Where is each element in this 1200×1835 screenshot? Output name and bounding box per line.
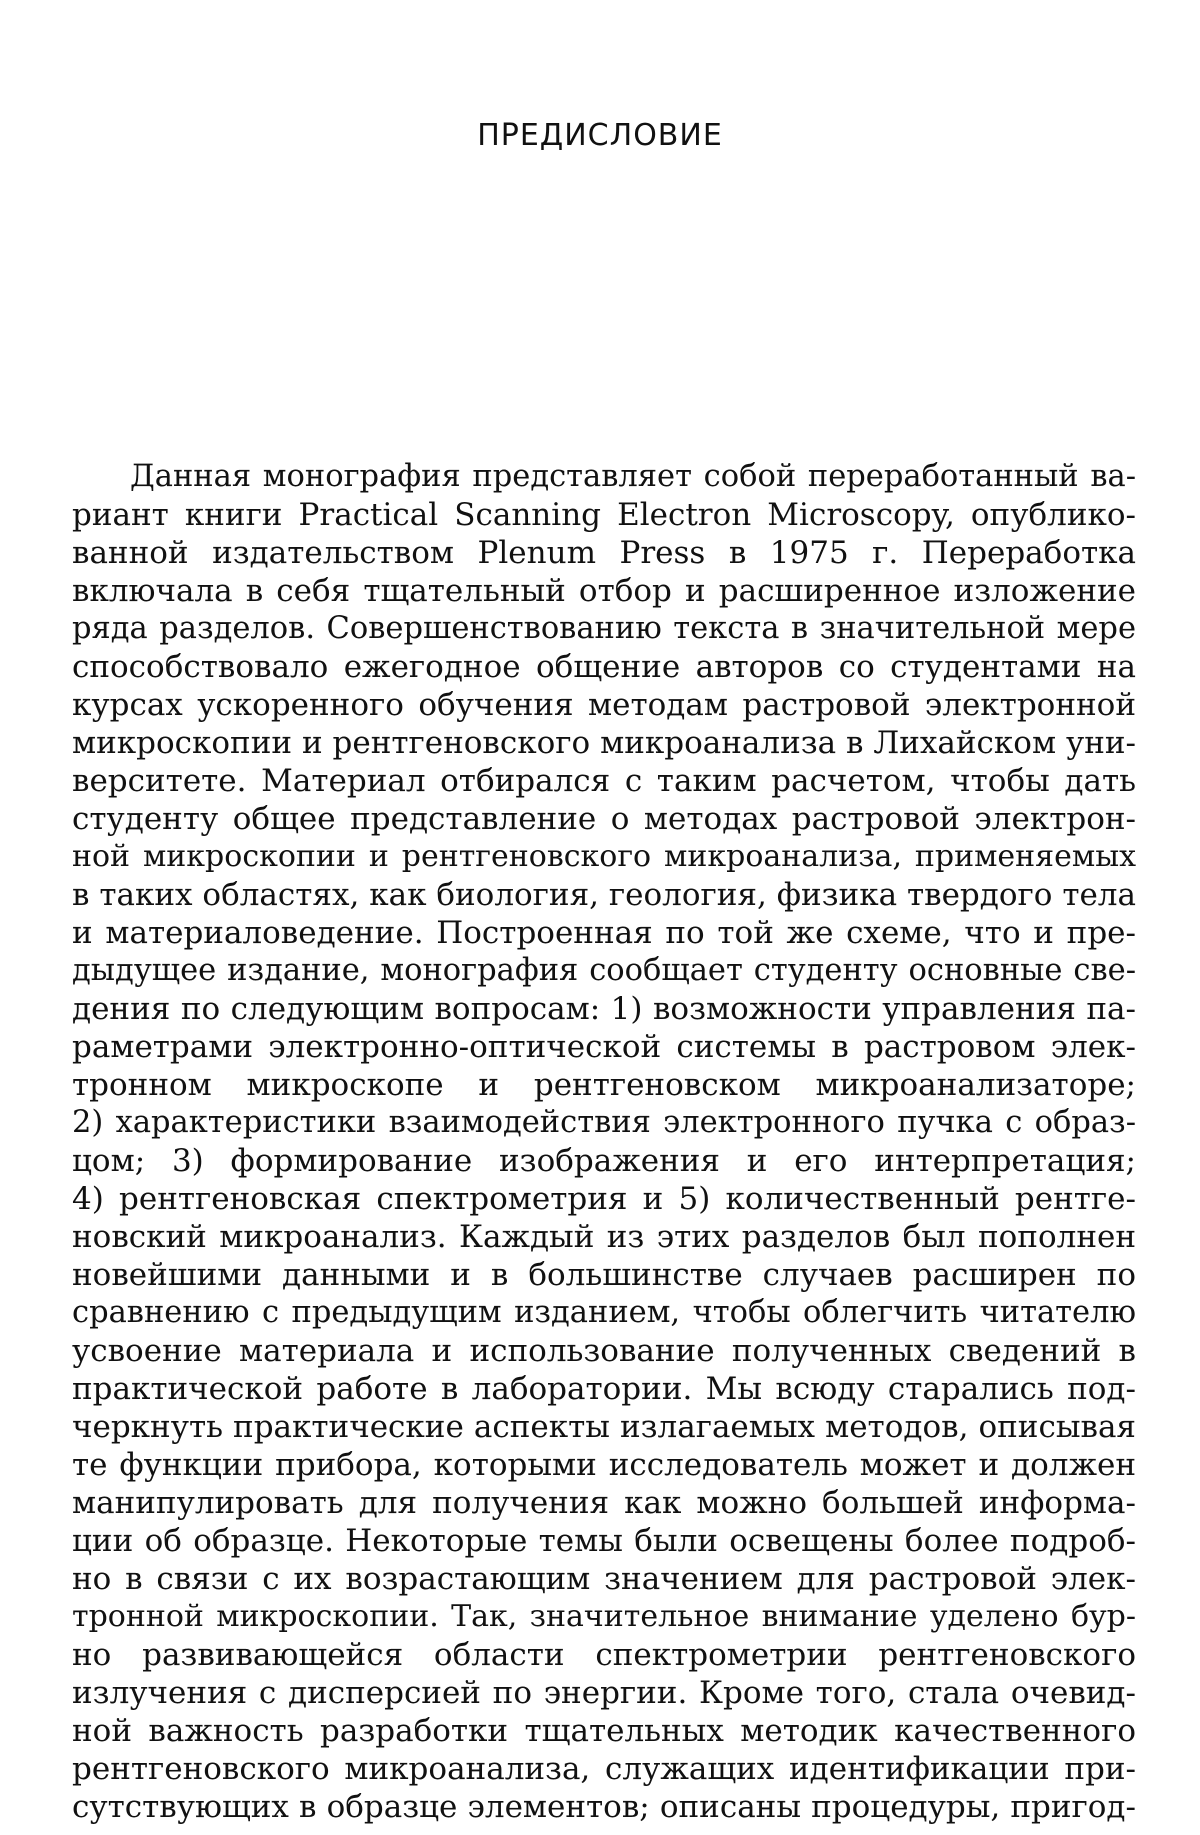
text-line: цом; 3) формирование изображения и его интерпретация; xyxy=(72,1143,1136,1179)
text-line: излучения с дисперсией по энергии. Кроме того, стала очевид- xyxy=(72,1675,1136,1711)
text-line: тронном микроскопе и рентгеновском микроанализаторе; xyxy=(72,1067,1136,1103)
text-line: студенту общее представление о методах растровой электрон- xyxy=(72,801,1136,837)
text-line: ции об образце. Некоторые темы были освещены более подроб- xyxy=(72,1523,1136,1559)
text-line: но развивающейся области спектрометрии рентгеновского xyxy=(72,1637,1136,1673)
text-line: усвоение материала и использование полученных сведений в xyxy=(72,1333,1136,1369)
page-title: ПРЕДИСЛОВИЕ xyxy=(477,118,723,153)
text-line: 4) рентгеновская спектрометрия и 5) количественный рентге- xyxy=(72,1181,1136,1217)
text-line: Данная монография представляет собой переработанный ва- xyxy=(130,459,1136,494)
text-line: и материаловедение. Построенная по той же схеме, что и пре- xyxy=(72,915,1136,951)
text-line: микроскопии и рентгеновского микроанализа в Лихайском уни- xyxy=(72,725,1136,761)
text-line: сутствующих в образце элементов; описаны процедуры, пригод- xyxy=(72,1789,1136,1825)
text-line: те функции прибора, которыми исследователь может и должен xyxy=(72,1447,1136,1483)
text-line: ной микроскопии и рентгеновского микроанализа, применяемых xyxy=(72,839,1136,874)
text-line: сравнению с предыдущим изданием, чтобы облегчить читателю xyxy=(72,1295,1136,1330)
text-line: ряда разделов. Совершенствованию текста в значительной мере xyxy=(72,611,1136,646)
text-line: включала в себя тщательный отбор и расширенное изложение xyxy=(72,573,1136,609)
text-line: черкнуть практические аспекты излагаемых методов, описывая xyxy=(72,1409,1136,1445)
text-line: новейшими данными и в большинстве случаев расширен по xyxy=(72,1257,1136,1293)
text-line: ной важность разработки тщательных методик качественного xyxy=(72,1713,1136,1749)
text-line: раметрами электронно-оптической системы в растровом элек- xyxy=(72,1029,1136,1065)
text-line: дыдущее издание, монография сообщает студенту основные све- xyxy=(72,953,1136,988)
text-line: практической работе в лаборатории. Мы всюду старались под- xyxy=(72,1371,1136,1407)
text-line: рентгеновского микроанализа, служащих идентификации при- xyxy=(72,1751,1136,1787)
text-line: в таких областях, как биология, геология, физика твердого тела xyxy=(72,877,1136,913)
text-line: верситете. Материал отбирался с таким расчетом, чтобы дать xyxy=(72,763,1136,799)
text-line: 2) характеристики взаимодействия электронного пучка с образ- xyxy=(72,1105,1136,1140)
text-line: манипулировать для получения как можно большей информа- xyxy=(72,1485,1136,1521)
text-line: способствовало ежегодное общение авторов со студентами на xyxy=(72,649,1136,685)
text-line: риант книги Practical Scanning Electron Microscopy, опублико- xyxy=(72,497,1136,533)
text-line: новский микроанализ. Каждый из этих разделов был пополнен xyxy=(72,1219,1136,1255)
text-line: но в связи с их возрастающим значением для растровой элек- xyxy=(72,1561,1136,1597)
text-line: курсах ускоренного обучения методам растровой электронной xyxy=(72,687,1136,723)
body-paragraph xyxy=(72,458,1136,1826)
text-line: ванной издательством Plenum Press в 1975 г. Переработка xyxy=(72,535,1136,571)
text-line: тронной микроскопии. Так, значительное внимание уделено бур- xyxy=(72,1599,1136,1634)
text-line: дения по следующим вопросам: 1) возможности управления па- xyxy=(72,991,1136,1027)
